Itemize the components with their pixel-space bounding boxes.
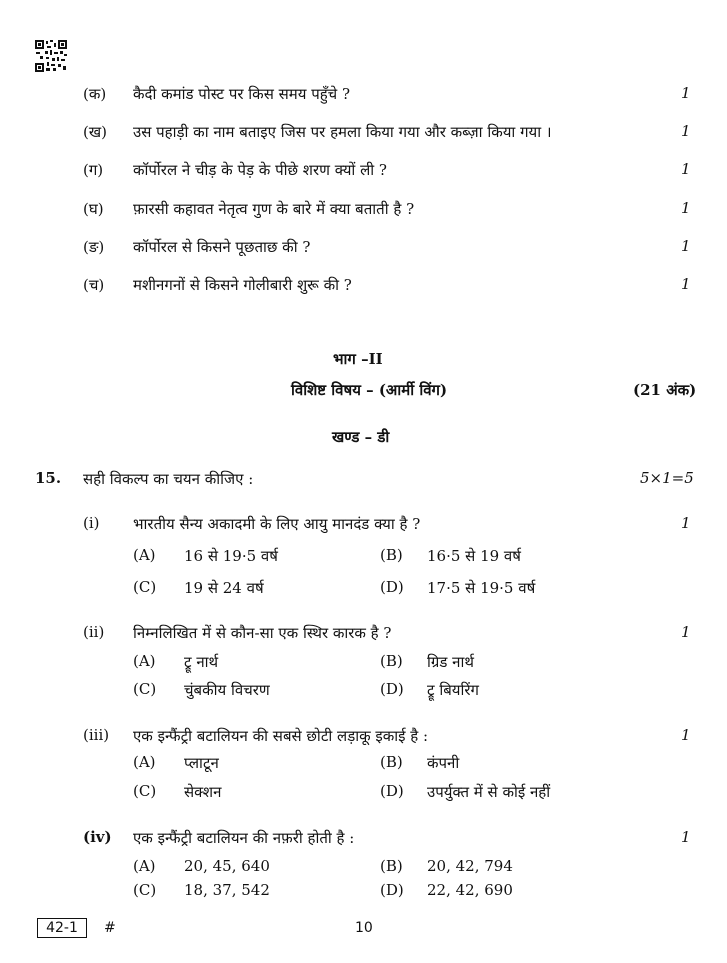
question-label: (घ) xyxy=(83,200,104,218)
option-label: (B) xyxy=(380,753,403,771)
option-label: (A) xyxy=(133,652,156,670)
subquestion-text: निम्नलिखित में से कौन-सा एक स्थिर कारक है ? xyxy=(133,624,392,642)
option-text: 17·5 से 19·5 वर्ष xyxy=(427,579,536,597)
option-label: (B) xyxy=(380,652,403,670)
question-number: 15. xyxy=(35,469,62,487)
question-text: कैदी कमांड पोस्ट पर किस समय पहुँचे ? xyxy=(133,85,351,103)
option-text: चुंबकीय विचरण xyxy=(184,681,270,699)
option-text: ग्रिड नार्थ xyxy=(427,653,474,671)
option-text: 16 से 19·5 वर्ष xyxy=(184,547,278,565)
subquestion-marks: 1 xyxy=(681,726,691,744)
question-text: उस पहाड़ी का नाम बताइए जिस पर हमला किया गया और कब्ज़ा किया गया । xyxy=(133,123,552,141)
option-label: (D) xyxy=(380,782,404,800)
subquestion-label: (i) xyxy=(83,514,100,532)
option-label: (C) xyxy=(133,881,157,899)
option-label: (A) xyxy=(133,857,156,875)
option-text: उपर्युक्त में से कोई नहीं xyxy=(427,783,551,801)
subquestion-label: (iii) xyxy=(83,726,110,744)
question-marks: 1 xyxy=(681,84,691,102)
option-text: 16·5 से 19 वर्ष xyxy=(427,547,521,565)
question-marks: 1 xyxy=(681,160,691,178)
question-text: कॉर्पोरल ने चीड़ के पेड़ के पीछे शरण क्यों ली ? xyxy=(133,161,387,179)
question-label: (ग) xyxy=(83,161,104,179)
option-label: (D) xyxy=(380,881,404,899)
option-label: (D) xyxy=(380,578,404,596)
option-label: (C) xyxy=(133,680,157,698)
option-label: (A) xyxy=(133,753,156,771)
option-text: 20, 45, 640 xyxy=(184,857,270,875)
question-label: (ख) xyxy=(83,123,107,141)
subquestion-label: (ii) xyxy=(83,623,105,641)
question-marks: 1 xyxy=(681,199,691,217)
question-marks: 1 xyxy=(681,237,691,255)
option-text: प्लाटून xyxy=(184,754,219,772)
question-label: (क) xyxy=(83,85,107,103)
subquestion-marks: 1 xyxy=(681,828,691,846)
subquestion-text: एक इन्फैंट्री बटालियन की सबसे छोटी लड़ाकू इकाई है : xyxy=(133,727,429,745)
option-text: ट्रू बियरिंग xyxy=(427,681,479,699)
subject-heading: विशिष्ट विषय – (आर्मी विंग) xyxy=(291,381,448,399)
option-text: सेक्शन xyxy=(184,783,222,801)
option-label: (D) xyxy=(380,680,404,698)
section-heading: खण्ड – डी xyxy=(332,428,390,446)
option-text: 19 से 24 वर्ष xyxy=(184,579,264,597)
paper-code-box: 42-1 xyxy=(37,918,87,938)
option-label: (C) xyxy=(133,578,157,596)
question-marks: 1 xyxy=(681,275,691,293)
subject-marks: (21 अंक) xyxy=(633,381,697,399)
question-marks: 1 xyxy=(681,122,691,140)
option-text: ट्रू नार्थ xyxy=(184,653,219,671)
option-label: (C) xyxy=(133,782,157,800)
question-text: मशीनगनों से किसने गोलीबारी शुरू की ? xyxy=(133,276,352,294)
option-label: (A) xyxy=(133,546,156,564)
subquestion-marks: 1 xyxy=(681,514,691,532)
option-text: कंपनी xyxy=(427,754,460,772)
option-text: 20, 42, 794 xyxy=(427,857,513,875)
question-text: सही विकल्प का चयन कीजिए : xyxy=(83,470,254,488)
qr-code-icon xyxy=(35,40,67,72)
option-label: (B) xyxy=(380,857,403,875)
option-label: (B) xyxy=(380,546,403,564)
page-number: 10 xyxy=(355,920,373,936)
subquestion-marks: 1 xyxy=(681,623,691,641)
question-marks: 5×1=5 xyxy=(640,469,694,487)
option-text: 18, 37, 542 xyxy=(184,881,270,899)
question-text: फ़ारसी कहावत नेतृत्व गुण के बारे में क्या बताती है ? xyxy=(133,200,415,218)
hash-mark: # xyxy=(104,920,116,936)
question-label: (च) xyxy=(83,276,105,294)
subquestion-label: (iv) xyxy=(83,828,112,846)
subquestion-text: भारतीय सैन्य अकादमी के लिए आयु मानदंड क्या है ? xyxy=(133,515,421,533)
option-text: 22, 42, 690 xyxy=(427,881,513,899)
question-label: (ङ) xyxy=(83,238,105,256)
question-text: कॉर्पोरल से किसने पूछताछ की ? xyxy=(133,238,311,256)
subquestion-text: एक इन्फैंट्री बटालियन की नफ़री होती है : xyxy=(133,829,355,847)
part-heading: भाग –II xyxy=(333,350,383,368)
